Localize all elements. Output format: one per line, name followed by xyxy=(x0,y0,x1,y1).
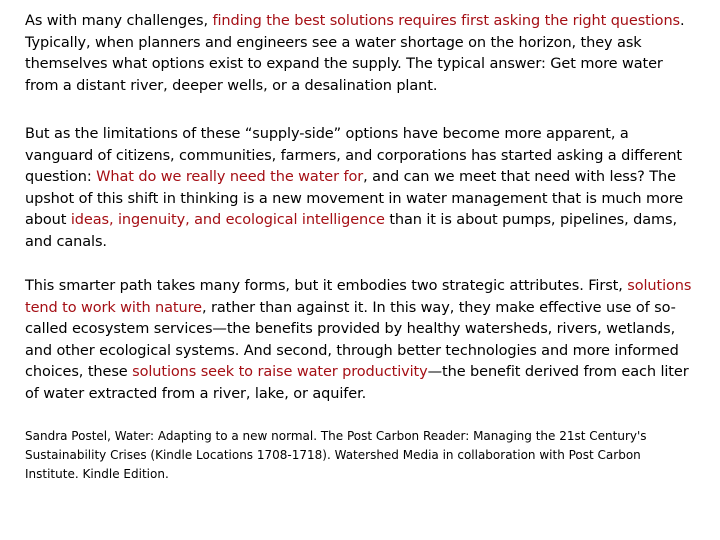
highlighted-phrase: finding the best solutions requires first asking the right questions xyxy=(212,13,680,29)
highlighted-phrase: ideas, ingenuity, and ecological intelligence xyxy=(70,212,385,228)
paragraph-1 xyxy=(25,11,697,97)
text-run: This smarter path takes many forms, but it embodies two strategic attributes. First, xyxy=(25,278,628,294)
paragraph-3 xyxy=(25,276,697,405)
paragraph-2 xyxy=(25,124,697,253)
highlighted-phrase: What do we really need the water for xyxy=(96,169,364,185)
text-run: As with many challenges, xyxy=(25,13,213,29)
text-run: than it is about pumps, pipelines, dams, and canals. xyxy=(25,212,678,250)
text-run: , rather than against it. In this way, they make effective use of so-called ecosystem services—the benefits provided by healthy watersheds, rivers, wetlands, and other ecological systems. And second, through better technologies and more informed choices, these xyxy=(25,299,679,380)
text-run: . Typically, when planners and engineers see a water shortage on the horizon, they ask themselves what options exist to expand the supply. The typical answer: Get more water from a distant river, deeper wells, or a desalination plant. xyxy=(25,13,685,94)
highlighted-phrase: solutions tend to work with nature xyxy=(25,278,692,316)
text-run: But as the limitations of these “supply-side” options have become more apparent, a vanguard of citizens, communities, farmers, and corporations has started asking a different question: xyxy=(25,126,683,185)
citation: Sandra Postel, Water: Adapting to a new normal. The Post Carbon Reader: Managing the 21st Century's Sustainability Crises (Kindle Locations 1708-1718). Watershed Media in collaboration with Post Carbon Institute. Kindle Edition. xyxy=(25,429,647,481)
text-run: , and can we meet that need with less? The upshot of this shift in thinking is a new movement in water management that is much more about xyxy=(25,169,684,228)
highlighted-phrase: solutions seek to raise water productivity xyxy=(132,364,428,380)
text-run: —the benefit derived from each liter of water extracted from a river, lake, or aquifer. xyxy=(25,364,689,402)
